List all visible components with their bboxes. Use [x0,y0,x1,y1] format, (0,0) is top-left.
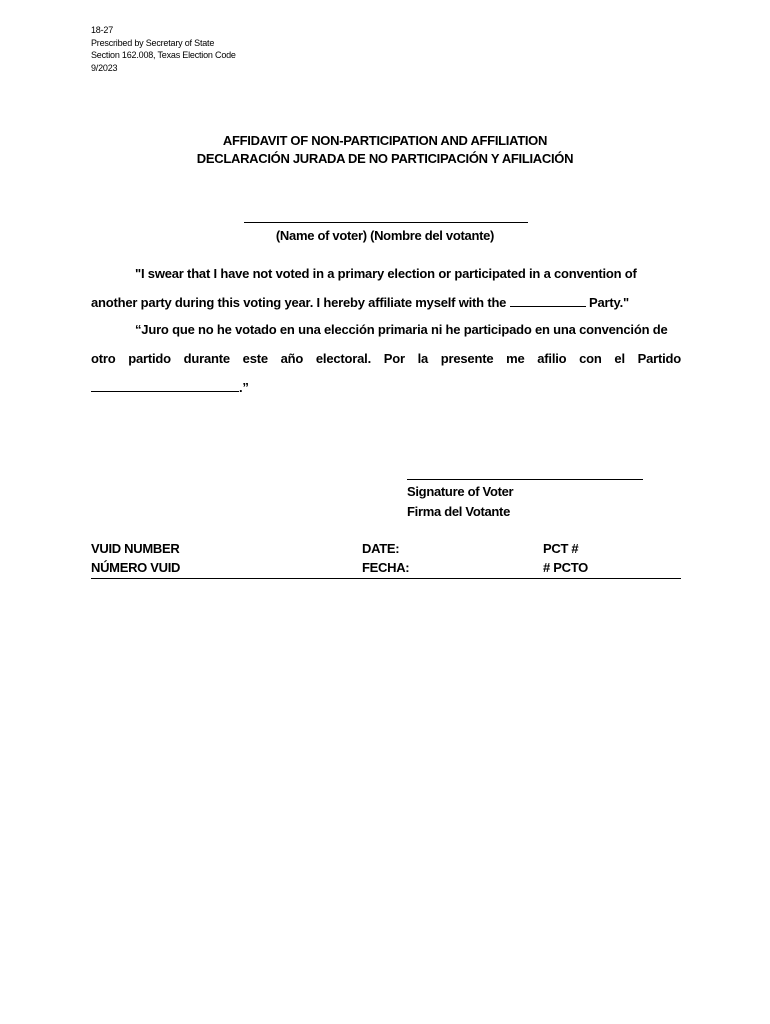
signature-label-english: Signature of Voter [407,484,514,499]
title-english: AFFIDAVIT OF NON-PARTICIPATION AND AFFILIATION [222,133,548,148]
precinct-field[interactable] [543,539,588,577]
date-label-english: DATE: [362,541,400,556]
oath-spanish-line-3 [91,373,681,402]
date-field[interactable] [362,539,409,577]
code-section: Section 162.008, Texas Election Code [91,50,236,60]
form-revision-date: 9/2023 [91,62,118,73]
oath-spanish-line-3-after: .” [239,380,249,395]
title-spanish: DECLARACIÓN JURADA DE NO PARTICIPACIÓN Y AFILIACIÓN [196,151,574,166]
oath-english-line-2-before: another party during this voting year. I hereby affiliate myself with the [91,295,510,310]
date-label-spanish: FECHA: [362,560,410,575]
form-number: 18-27 [91,25,114,35]
voter-details-row [91,539,681,579]
prescribed-by: Prescribed by Secretary of State [91,37,215,48]
signature-labels [407,482,513,522]
voter-name-field[interactable] [244,222,528,223]
vuid-number-field[interactable] [91,539,180,577]
form-header-meta [91,24,236,74]
signature-label-spanish: Firma del Votante [407,504,511,519]
signature-field[interactable] [407,479,643,480]
vuid-label-spanish: NÚMERO VUID [91,560,181,575]
precinct-label-spanish: # PCTO [543,560,588,575]
party-name-field-spanish[interactable] [91,380,239,392]
oath-english-line-2-after: Party." [585,295,629,310]
oath-spanish [91,315,681,402]
oath-spanish-line-1: “Juro que no he votado en una elección primaria ni he participado en una convención de [135,322,668,337]
oath-english [91,259,681,317]
voter-name-label: (Name of voter) (Nombre del votante) [275,228,495,243]
document-title [0,132,770,168]
oath-english-line-2 [91,288,681,317]
precinct-label-english: PCT # [543,541,579,556]
vuid-label-english: VUID NUMBER [91,541,180,556]
oath-english-line-1: "I swear that I have not voted in a primary election or participated in a convention of [135,266,637,281]
oath-spanish-line-2: otro partido durante este año electoral. Por la presente me afilio con el Partido [91,351,681,366]
party-name-field-english[interactable] [510,295,586,307]
